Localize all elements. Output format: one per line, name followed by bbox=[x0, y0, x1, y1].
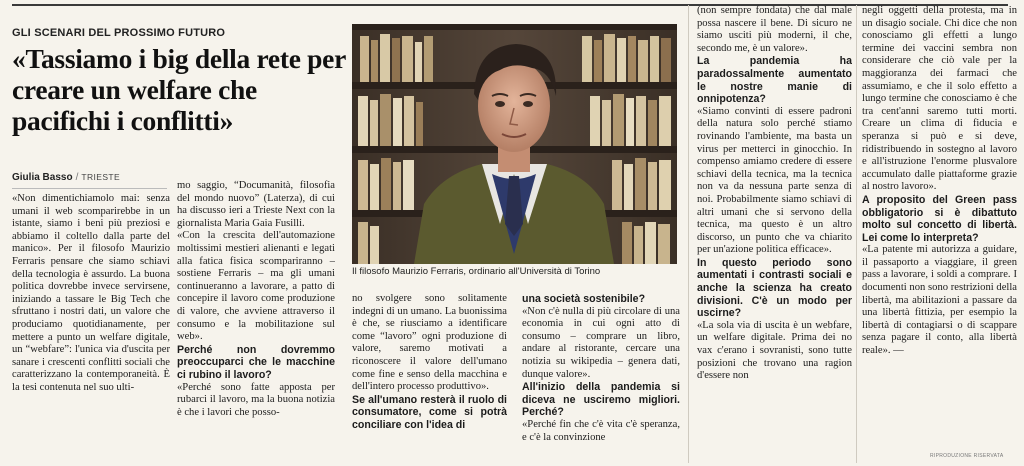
portrait-illustration bbox=[352, 24, 677, 264]
byline-rule bbox=[12, 188, 167, 189]
portrait-photo bbox=[352, 24, 677, 264]
article-paragraph: «Perché sono fatte apposta per rubarci il lavoro, ma la buona notizia è che i lavori che posso- bbox=[177, 381, 335, 418]
article-column-5 bbox=[697, 5, 852, 466]
article-paragraph: (non sempre fondata) che dal male possa nascere il bene. Di sicuro ne siamo usciti più moderni, il che, secondo me, è un valore». bbox=[697, 5, 852, 54]
interview-question: Perché non dovremmo preoccuparci che le macchine ci rubino il lavoro? bbox=[177, 343, 335, 381]
article-paragraph: «Siamo convinti di essere padroni della natura solo perché stiamo rovinando l'ambiente, ma basta un virus per metterci in ginocchio. In compenso amiamo credere di essere schiavi della tecnica, ma la tecnica non va da nessuna parte senza di noi. Probabilmente siamo schiavi di altri umani che si servono della tecnica, ma questo è un altro discorso, un punto che va chiarito per un'azione politica efficace». bbox=[697, 105, 852, 256]
article-paragraph: no svolgere sono solitamente indegni di un umano. La buonissima è che, se riusciamo a identificare come “lavoro” ogni produzione di valore, saremo motivati a riconoscere il valore dell'umano come fine e senso della macchina e dell'intero processo produttivo». bbox=[352, 293, 507, 393]
article-paragraph: negli oggetti della protesta, ma in un disagio sociale. Chi dice che non conosciamo gli effetti a lungo termine dei vaccini sembra non considerare che ciò vale per la maggioranza dei farmaci che assumiamo, e che il solo effetto a lungo termine che conosciamo è che tra cent'anni saremo tutti morti. Creare un clima di fiducia e speranza si può e si deve, ridistribuendo in sostegno al lavoro e all'istruzione l'enorme plusvalore accumulato dalle piattaforme grazie al nostro lavoro». bbox=[862, 5, 1017, 193]
interview-question: una società sostenibile? bbox=[522, 293, 646, 305]
article-paragraph: «La sola via di uscita è un webfare, un welfare digitale. Prima dei no vax c'erano i sovranisti, sono tutte posizioni che trovano una ragion d'essere non bbox=[697, 319, 852, 382]
article-paragraph: «Con la crescita dell'automazione moltissimi mestieri alienanti e legati alla fatica fisica scompariranno – sostiene Ferraris – ma gli umani continueranno a lavorare, a patto di concepire il lavoro come produzione di valore, che avviene attraverso il consumo e la mobilitazione sul web». bbox=[177, 230, 335, 343]
section-kicker: GLI SCENARI DEL PROSSIMO FUTURO bbox=[12, 27, 226, 39]
column-divider bbox=[856, 5, 857, 463]
interview-question: La pandemia ha paradossalmente aumentato le nostre manie di onnipotenza? bbox=[697, 55, 852, 106]
article-column-3 bbox=[352, 293, 507, 466]
copyright-note: RIPRODUZIONE RISERVATA bbox=[930, 453, 1004, 459]
article-paragraph: mo saggio, “Documanità, filosofia del mondo nuovo” (Laterza), di cui ha discusso ieri a Trieste Next con la giornalista Maria Gaia Fusilli. bbox=[177, 180, 335, 229]
byline bbox=[12, 172, 120, 183]
article-paragraph: «Perché fin che c'è vita c'è speranza, e c'è la convinzione bbox=[522, 418, 680, 443]
top-rule bbox=[12, 4, 1008, 6]
column-divider bbox=[688, 5, 689, 463]
article-paragraph: «Non dimentichiamolo mai: senza umani il web scomparirebbe in un istante, siamo i beni più preziosi e abbiamo il coltello dalla parte del manico». Per il filosofo Maurizio Ferraris pensare che siamo schiavi della tecnologia è assurdo. La buona politica dovrebbe invece servirsene, iniziando a tassare le Big Tech che sfruttano i nostri dati, un valore che produciamo quotidianamente, per mettere a punto un welfare digitale, un “webfare”: l'unica via d'uscita per sanare i crescenti conflitti sociali che caratterizzano la contemporaneità. È la tesi contenuta nel suo ulti- bbox=[12, 193, 170, 393]
photo-caption: Il filosofo Maurizio Ferraris, ordinario all'Università di Torino bbox=[352, 266, 601, 277]
article-column-4 bbox=[522, 293, 680, 466]
interview-question: All'inizio della pandemia si diceva ne usciremo migliori. Perché? bbox=[522, 381, 680, 419]
article-paragraph: «La patente mi autorizza a guidare, il passaporto a viaggiare, il green pass a lavorare, i soldi a comprare. I documenti non sono restrizioni della libertà, ma abilitazioni a passare da una libertà fittizia, per esempio la libertà di contagiarsi o di scappare senza pagare il conto, alla libertà reale». — bbox=[862, 244, 1017, 357]
interview-question: Se all'umano resterà il ruolo di consumatore, come si potrà conciliare con l'idea di bbox=[352, 393, 507, 431]
byline-separator: / bbox=[75, 172, 79, 183]
interview-question: A proposito del Green pass obbligatorio si è dibattuto molto sul concetto di libertà. Lei come lo interpreta? bbox=[862, 193, 1017, 244]
article-paragraph: «Non c'è nulla di più circolare di una economia in cui ogni atto di consumo – comprare un libro, andare al ristorante, cercare una notizia su wikipedia – genera dati, dunque valore». bbox=[522, 305, 680, 380]
headline: «Tassiamo i big della rete per creare un welfare che pacifichi i conflitti» bbox=[12, 43, 346, 136]
byline-author: Giulia Basso bbox=[12, 172, 73, 183]
article-column-1 bbox=[12, 193, 170, 466]
byline-place: TRIESTE bbox=[81, 172, 121, 182]
article-column-2 bbox=[177, 180, 335, 466]
interview-question: In questo periodo sono aumentati i contrasti sociali e anche la scienza ha creato divisioni. C'è un modo per uscirne? bbox=[697, 256, 852, 320]
article-column-6 bbox=[862, 5, 1017, 450]
